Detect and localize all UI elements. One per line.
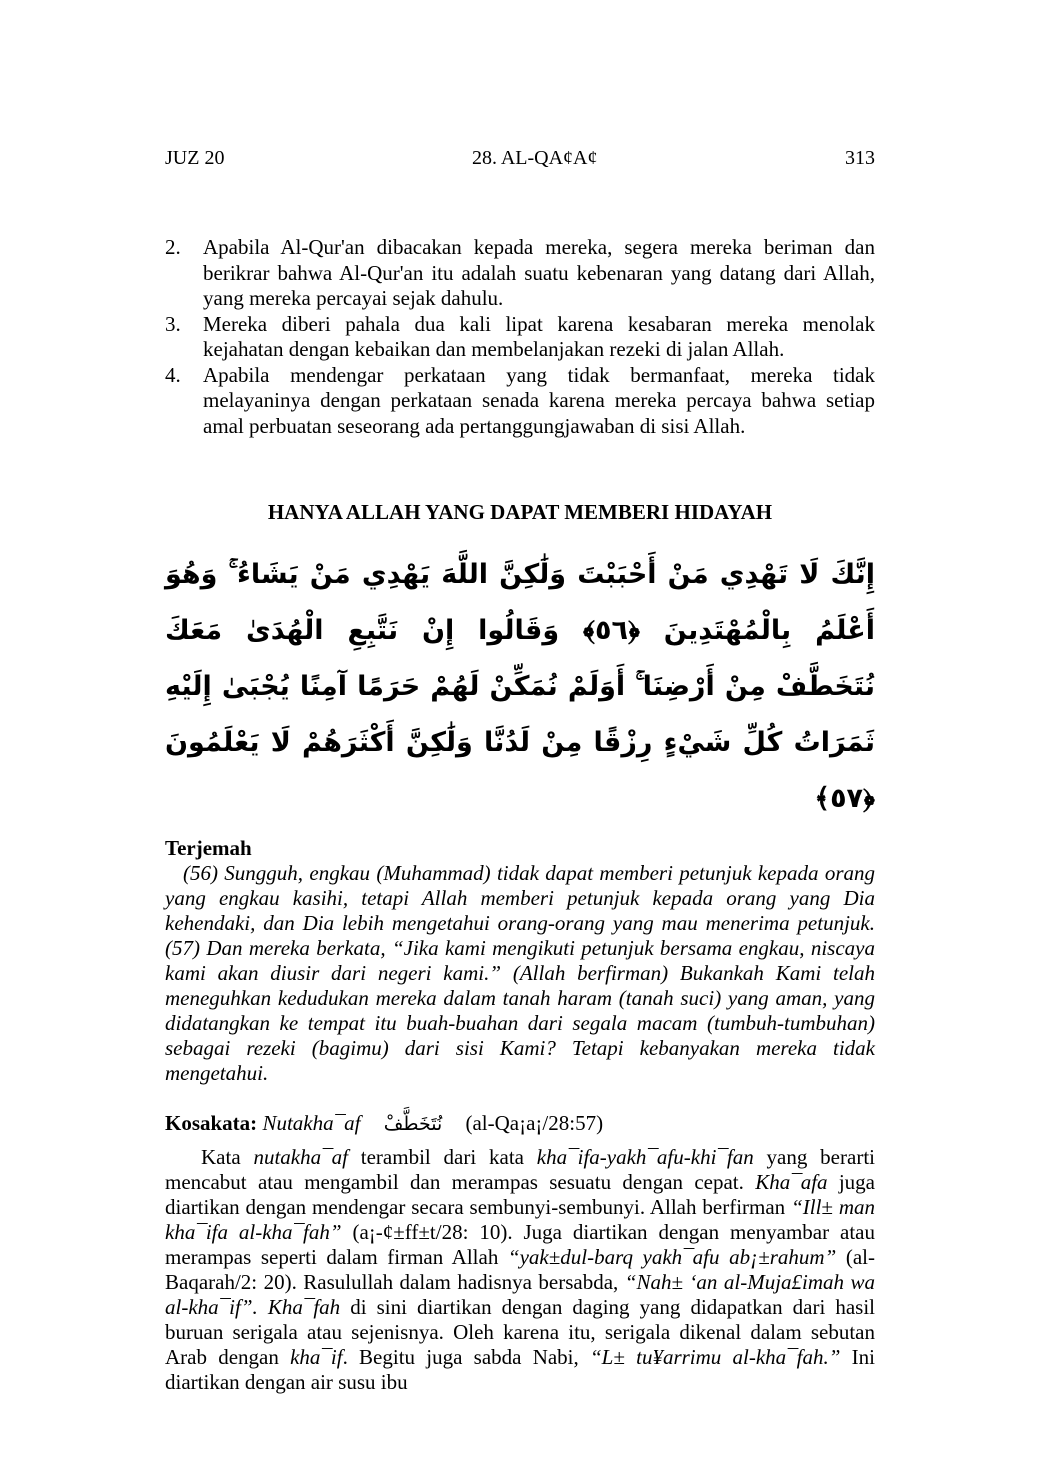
section-title: HANYA ALLAH YANG DAPAT MEMBERI HIDAYAH xyxy=(267,500,773,524)
translation-text: (56) Sungguh, engkau (Muhammad) tidak dapat memberi petunjuk kepada orang yang engkau kasihi, tetapi Allah memberi petunjuk kepada orang yang Dia kehendaki, dan Dia lebih mengetahui orang-orang yang mau menerima petunjuk. (57) Dan mereka berkata, “Jika kami mengikuti petunjuk bersama engkau, niscaya kami akan diusir dari negeri kami.” (Allah berfirman) Bukankah Kami telah meneguhkan kedudukan mereka dalam tanah haram (tanah suci) yang aman, yang didatangkan ke tempat itu buah-buahan dari segala macam (tumbuh-tumbuhan) sebagai rezeki (bagimu) dari sisi Kami? Tetapi kebanyakan mereka tidak mengetahui. xyxy=(165,861,875,1085)
text-run: Kata xyxy=(201,1145,254,1169)
vocabulary-explanation xyxy=(165,1145,875,1395)
page-number: 313 xyxy=(845,147,875,169)
item-text: Apabila Al-Qur'an dibacakan kepada mereka, segera mereka beriman dan berikrar bahwa Al-Qur'an itu adalah suatu kebenaran yang datang dari Allah, yang mereka percayai sejak dahulu. xyxy=(203,235,875,310)
translation-heading: Terjemah xyxy=(165,836,252,860)
text-run: (al-Baqarah/2: 20). Rasulullah dalam hadisnya bersabda, xyxy=(165,1245,875,1294)
text-run xyxy=(258,1295,268,1319)
italic-term: “L± tu¥arrimu al-kha¯fah.” xyxy=(590,1345,841,1369)
italic-term: Kha¯fah xyxy=(267,1295,341,1319)
italic-term: nutakha¯af xyxy=(253,1145,348,1169)
running-header xyxy=(165,146,875,170)
arabic-verse: إِنَّكَ لَا تَهْدِي مَنْ أَحْبَبْتَ وَلَٰكِنَّ اللَّهَ يَهْدِي مَنْ يَشَاءُ ۚ وَهُوَ أَعْلَمُ بِالْمُهْتَدِينَ ﴿٥٦﴾ وَقَالُوا إِنْ نَتَّبِعِ الْهُدَىٰ مَعَكَ نُتَخَطَّفْ مِنْ أَرْضِنَا ۚ أَوَلَمْ نُمَكِّنْ لَهُمْ حَرَمًا آمِنًا يُجْبَىٰ إِلَيْهِ ثَمَرَاتُ كُلِّ شَيْءٍ رِزْقًا مِنْ لَدُنَّا وَلَٰكِنَّ أَكْثَرَهُمْ لَا يَعْلَمُونَ ﴿٥٧﴾ xyxy=(165,559,875,814)
text-run: juga diartikan dengan mendengar secara sembunyi-sembunyi. Allah berfirman xyxy=(165,1170,875,1219)
text-run: yang berarti mencabut atau mengambil dan merampas sesuatu dengan cepat. xyxy=(165,1145,875,1194)
juz-label: JUZ 20 xyxy=(165,147,225,169)
italic-term: kha¯if xyxy=(290,1345,343,1369)
list-item xyxy=(165,235,875,312)
italic-term: Kha¯afa xyxy=(755,1170,828,1194)
document-page xyxy=(165,0,875,1435)
numbered-list xyxy=(165,235,875,439)
vocabulary-label: Kosakata: xyxy=(165,1111,258,1135)
item-number: 4. xyxy=(165,362,181,387)
item-text: Mereka diberi pahala dua kali lipat karena kesabaran mereka menolak kejahatan dengan kebaikan dan membelanjakan rezeki di jalan Allah. xyxy=(203,311,875,361)
text-run: Ini diartikan dengan air susu ibu xyxy=(165,1345,875,1394)
text-run: di sini diartikan dengan daging yang didapatkan dari hasil buruan serigala atau sejenisnya. Oleh karena itu, serigala dikenal dalam sebutan Arab dengan xyxy=(165,1295,876,1369)
list-item xyxy=(165,312,875,363)
vocabulary-arabic: نُتَخَطَّفْ xyxy=(383,1113,443,1135)
italic-term: “yak±dul-barq yakh¯afu ab¡±rahum” xyxy=(507,1245,837,1269)
text-run: (a¡-¢±ff±t/28: 10). Juga diartikan dengan menyambar atau merampas seperti dalam firman Allah xyxy=(165,1220,875,1269)
item-number: 2. xyxy=(165,235,181,259)
italic-term: “Ill± man kha¯ifa al-kha¯fah” xyxy=(165,1195,875,1244)
vocabulary-reference: (al-Qa¡a¡/28:57) xyxy=(465,1111,604,1135)
item-number: 3. xyxy=(165,311,181,336)
item-text: Apabila mendengar perkataan yang tidak bermanfaat, mereka tidak melayaninya dengan perkataan senada karena mereka percaya bahwa setiap amal perbuatan seseorang ada pertanggungjawaban di sisi Allah. xyxy=(203,362,875,438)
text-run: terambil dari kata xyxy=(347,1145,537,1169)
text-run: . Begitu juga sabda Nabi, xyxy=(342,1345,590,1369)
italic-term: kha¯ifa-yakh¯afu-khi¯fan xyxy=(536,1145,754,1169)
surah-label: 28. AL-QA¢A¢ xyxy=(471,147,598,169)
vocabulary-line xyxy=(165,1108,875,1139)
list-item xyxy=(165,363,875,440)
vocabulary-term: Nutakha¯af xyxy=(262,1111,361,1135)
italic-term: “Nah± ‘an al-Muja£imah wa al-kha¯if”. xyxy=(165,1270,875,1319)
